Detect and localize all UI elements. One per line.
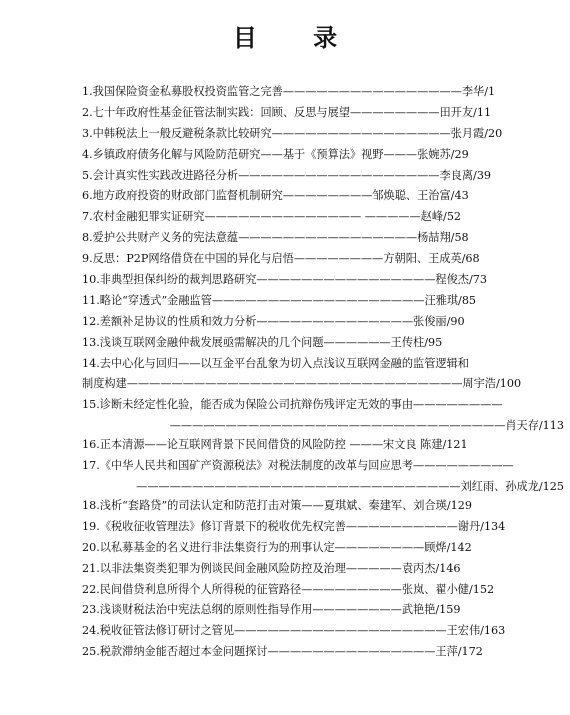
toc-entry [82,166,564,187]
toc-entry-line: 18.浅析“套路贷”的司法认定和防范打击对策——夏琪斌、秦建军、刘合瑛/129 [82,499,472,513]
toc-entry-line: 12.差额补足协议的性质和效力分析——————————————张俊丽/90 [82,314,465,328]
toc-entry-line: 6.地方政府投资的财政部门监督机制研究————————邹焕聪、王治富/43 [82,189,469,203]
toc-entry [82,145,564,166]
toc-entry [82,186,564,207]
toc-entry [82,580,564,601]
toc-entry-line: 20.以私募基金的名义进行非法集资行为的刑事认定————————顾烨/142 [82,540,472,554]
toc-entry [82,228,564,249]
toc-entry [82,559,564,580]
toc-entry-line: 2.七十年政府性基金征管法制实践：回顾、反思与展望————————田开友/11 [82,105,492,119]
toc-entry-line: 7.农村金融犯罪实证研究—————————————— —————赵峰/52 [82,210,462,224]
toc-entry [82,291,564,312]
toc-entry [82,249,564,270]
toc-entry-line: 8.爱护公共财产义务的宪法意蕴————————————————杨喆翔/58 [82,231,469,245]
toc-entry [82,103,564,124]
toc-entry-line: 1.我国保险资金私募股权投资监管之完善————————————————李华/1 [82,85,496,98]
toc-entry [82,312,564,333]
toc-entry [82,621,564,642]
toc-entry-line: 23.浅谈财税法治中宪法总纲的原则性指导作用————————武艳艳/159 [82,603,461,617]
toc-entry [82,333,564,354]
toc-entry-line: 14.去中心化与回归——以互金平台乱象为切入点浅议互联网金融的监管逻辑和 [82,356,469,370]
toc-entry-line: 15.诊断未经定性化验，能否成为保险公司抗辩伤残评定无效的事由———————— [82,398,503,412]
toc-entry-line: 17.《中华人民共和国矿产资源税法》对税法制度的改革与回应思考————————— [82,459,514,473]
toc-entry-line: 制度构建——————————————————————————————周宇浩/100 [82,377,522,391]
page-title: 目 录 [232,23,362,52]
toc-entry [82,496,564,517]
toc-entry [82,456,564,496]
toc-entry-line: 24.税收征管法修订研讨之管见———————————————————王宏伟/163 [82,624,506,638]
toc-entry-line: 11.略论“穿透式”金融监管———————————————————汪雅琪/85 [82,293,477,307]
toc-entry [82,124,564,145]
toc-entry-line: —————————————————————————————刘红雨、孙成龙/125 [136,480,564,494]
toc-entry-line: 10.非典型担保纠纷的裁判思路研究————————————————程俊杰/73 [82,273,487,287]
toc-entry [82,435,564,456]
toc-entry [82,517,564,538]
toc-entry-line: 13.浅谈互联网金融仲裁发展亟需解决的几个问题——————王传柱/95 [82,335,443,349]
toc-entry [82,395,564,435]
toc-entry-line: 16.正本清源——论互联网背景下民间借贷的风险防控 ———宋文良 陈建/121 [82,438,468,452]
toc-entry-line: 25.税款滞纳金能否超过本金问题探讨———————————————王萍/172 [82,645,483,659]
toc-entry [82,82,564,103]
toc-entry-line: 21.以非法集资类犯罪为例谈民间金融风险防控及治理—————袁丙杰/146 [82,561,461,575]
toc-entry-line: 9.反思：P2P网络借贷在中国的异化与启悟————————方朝阳、王成英/68 [82,252,480,266]
toc-entry-line: 19.《税收征收管理法》修订背景下的税收优先权完善——————————谢丹/134 [82,519,506,533]
toc-entry-line: 3.中韩税法上一般反避税条款比较研究————————————————张月霞/20 [82,126,503,140]
toc-entry-line: 5.会计真实性实践改进路径分析——————————————————李良离/39 [82,168,492,182]
toc-entry [82,270,564,291]
toc-entry-line: 4.乡镇政府债务化解与风险防范研究——基于《预算法》视野———张婉苏/29 [82,147,469,161]
toc-entry [82,538,564,559]
toc-entry [82,642,564,663]
toc-entry-line: ——————————————————————————————肖天存/113 [169,419,564,433]
table-of-contents [82,82,564,663]
toc-entry [82,600,564,621]
toc-entry-line: 22.民间借贷利息所得个人所得税的征管路径—————————张岚、翟小健/152 [82,582,495,596]
toc-entry [82,354,564,396]
toc-entry [82,207,564,228]
